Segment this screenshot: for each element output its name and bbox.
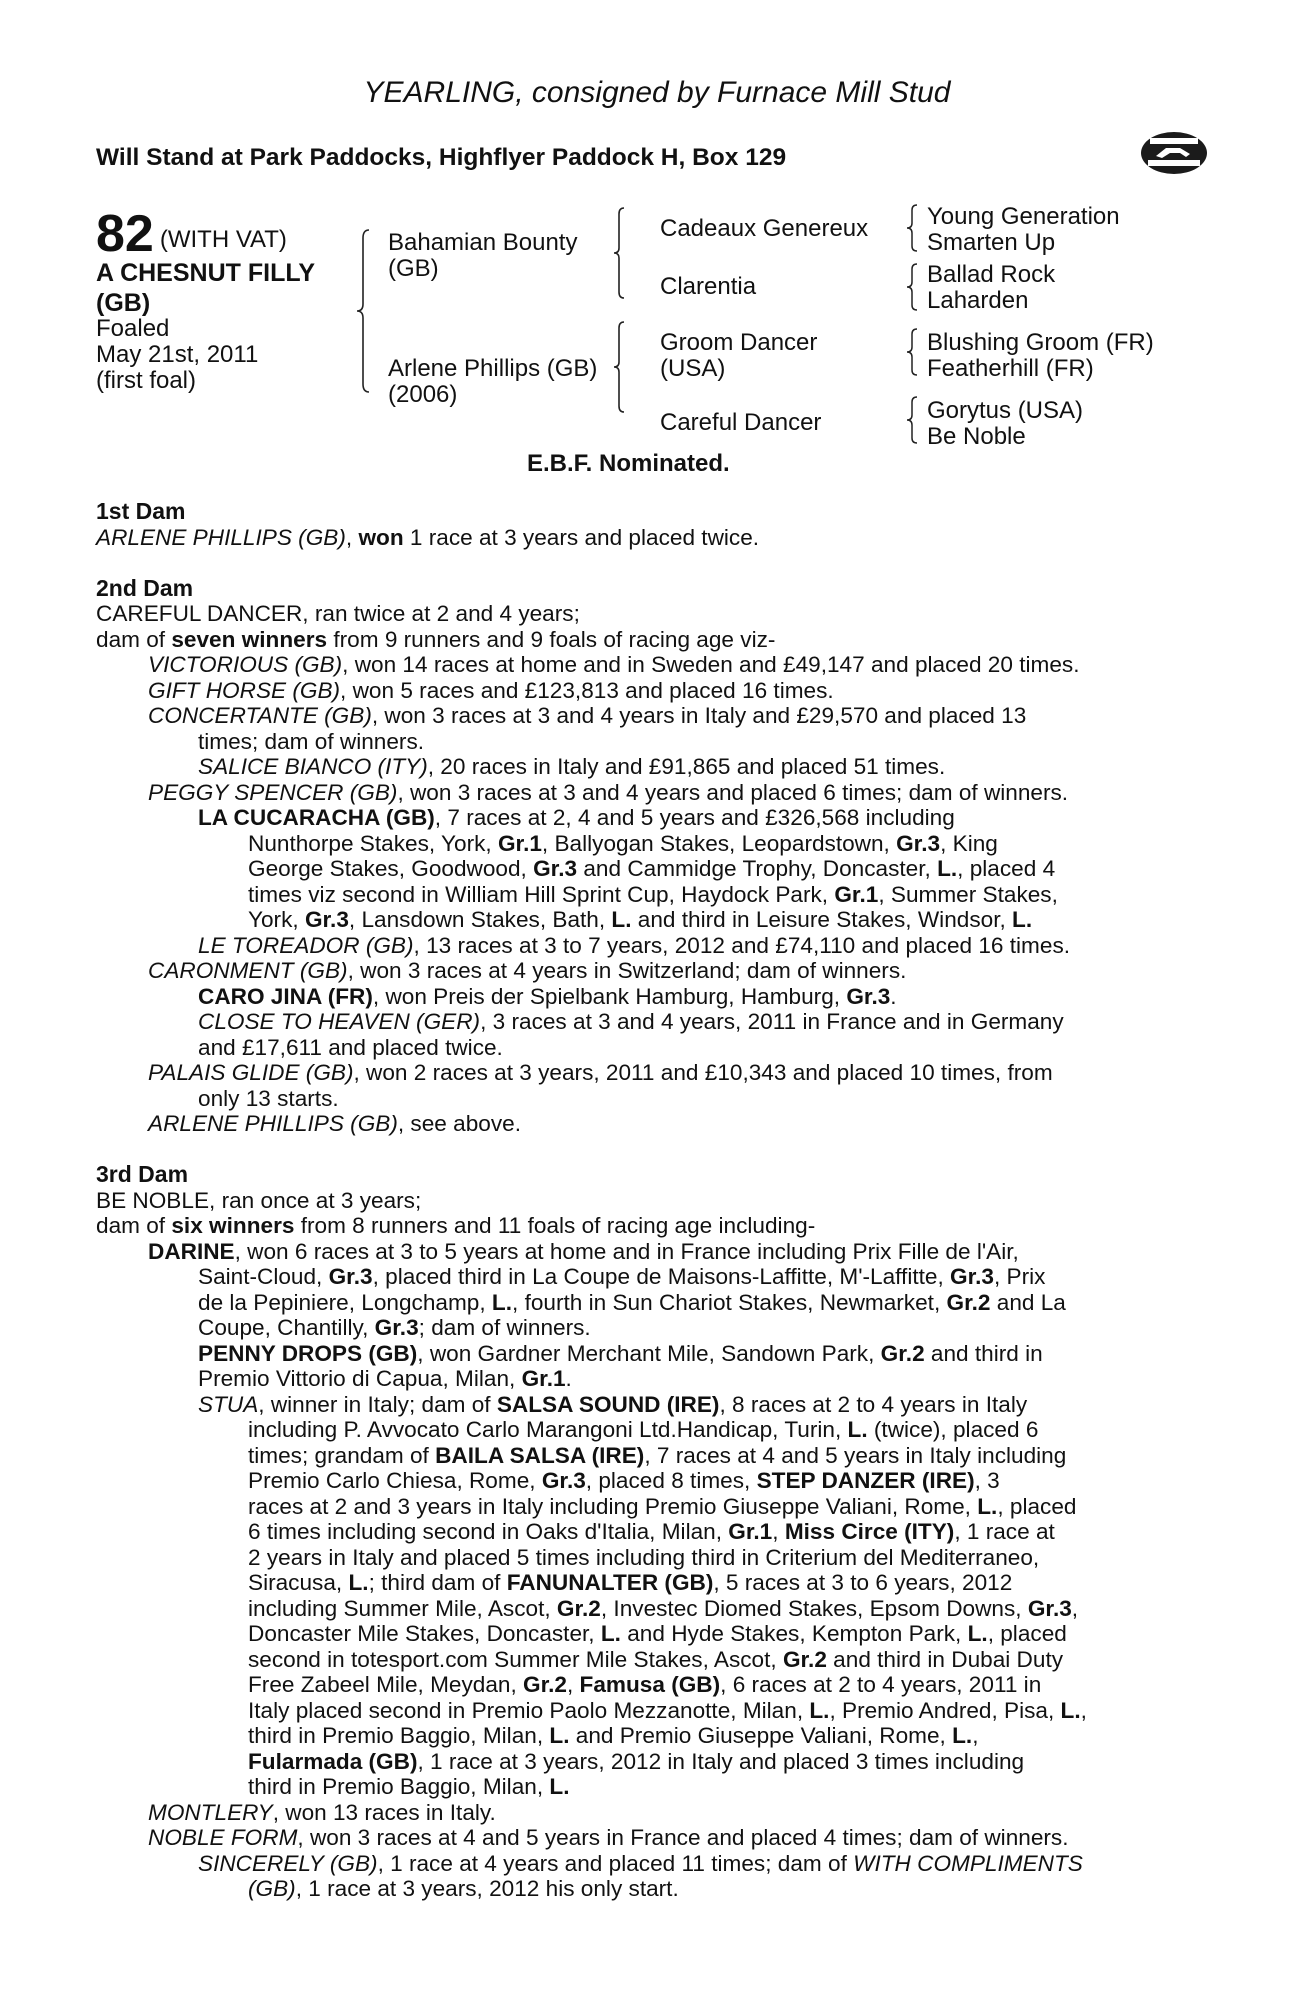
dam-line: 2 years in Italy and placed 5 times including third in Criterium del Mediterraneo, bbox=[248, 1544, 1040, 1570]
ancestor-sdd: Laharden bbox=[927, 287, 1029, 314]
dam-line: BE NOBLE, ran once at 3 years; bbox=[96, 1187, 422, 1213]
dam-line: STUA, winner in Italy; dam of SALSA SOUND (IRE), 8 races at 2 to 4 years in Italy bbox=[198, 1391, 1028, 1417]
dam-line: ARLENE PHILLIPS (GB), won 1 race at 3 years and placed twice. bbox=[96, 524, 760, 550]
dam-line: York, Gr.3, Lansdown Stakes, Bath, L. and third in Leisure Stakes, Windsor, L. bbox=[248, 907, 1033, 932]
pedigree-brace-1 bbox=[906, 203, 920, 253]
ancestor-sss: Young Generation bbox=[927, 203, 1120, 230]
dam-line: PEGGY SPENCER (GB), won 3 races at 3 and 4 years and placed 6 times; dam of winners. bbox=[148, 779, 1069, 805]
dam-line: Coupe, Chantilly, Gr.3; dam of winners. bbox=[198, 1315, 591, 1340]
third-dam-lines bbox=[96, 1188, 1206, 1902]
dam-line: SALICE BIANCO (ITY), 20 races in Italy and £91,865 and placed 51 times. bbox=[198, 754, 946, 779]
third-dam-heading: 3rd Dam bbox=[96, 1161, 189, 1187]
dam-line: including Summer Mile, Ascot, Gr.2, Investec Diomed Stakes, Epsom Downs, Gr.3, bbox=[248, 1595, 1079, 1621]
dam-line: George Stakes, Goodwood, Gr.3 and Cammidge Trophy, Doncaster, L., placed 4 bbox=[248, 856, 1056, 881]
sire-name: Bahamian Bounty bbox=[388, 229, 578, 256]
second-dam-heading: 2nd Dam bbox=[96, 574, 194, 601]
dam-line: including P. Avvocato Carlo Marangoni Ltd.Handicap, Turin, L. (twice), placed 6 bbox=[248, 1417, 1039, 1442]
dam-line: CARO JINA (FR), won Preis der Spielbank Hamburg, Hamburg, Gr.3. bbox=[198, 983, 897, 1009]
first-dam-lines bbox=[96, 525, 1206, 551]
dam-line: NOBLE FORM, won 3 races at 4 and 5 years in France and placed 4 times; dam of winners. bbox=[148, 1825, 1069, 1850]
second-dam-lines bbox=[96, 601, 1206, 1137]
dam-dam: Careful Dancer bbox=[660, 409, 822, 436]
dam-records bbox=[96, 499, 1206, 1902]
dam-line: times; grandam of BAILA SALSA (IRE), 7 races at 4 and 5 years in Italy including bbox=[248, 1442, 1067, 1468]
dam-line: SINCERELY (GB), 1 race at 4 years and placed 11 times; dam of WITH COMPLIMENTS bbox=[198, 1850, 1083, 1876]
dam-sire bbox=[660, 330, 817, 382]
dam-line: third in Premio Baggio, Milan, L. and Premio Giuseppe Valiani, Rome, L., bbox=[248, 1723, 979, 1748]
lot-number: 82 bbox=[96, 205, 154, 263]
pedigree-brace-3 bbox=[906, 327, 920, 377]
yearling-bonus-logo bbox=[1140, 130, 1208, 176]
dam-line: races at 2 and 3 years in Italy including Premio Giuseppe Valiani, Rome, L., placed bbox=[248, 1493, 1077, 1519]
foal-order: (first foal) bbox=[96, 367, 197, 394]
dam-line: VICTORIOUS (GB), won 14 races at home and in Sweden and £49,147 and placed 20 times. bbox=[148, 652, 1080, 677]
dam bbox=[388, 356, 597, 408]
dam-line: Free Zabeel Mile, Meydan, Gr.2, Famusa (GB), 6 races at 2 to 4 years, 2011 in bbox=[248, 1672, 1042, 1697]
dam-line: Saint-Cloud, Gr.3, placed third in La Coupe de Maisons-Laffitte, M'-Laffitte, Gr.3, Prix bbox=[198, 1264, 1046, 1289]
foaled-date: May 21st, 2011 bbox=[96, 341, 259, 368]
dam-line: and £17,611 and placed twice. bbox=[198, 1034, 503, 1060]
sire-dam: Clarentia bbox=[660, 273, 757, 300]
dam-line: times viz second in William Hill Sprint Cup, Haydock Park, Gr.1, Summer Stakes, bbox=[248, 881, 1058, 907]
dam-line: dam of six winners from 8 runners and 11 foals of racing age including- bbox=[96, 1213, 816, 1238]
ancestor-ddd: Be Noble bbox=[927, 423, 1026, 450]
dam-line: second in totesport.com Summer Mile Stakes, Ascot, Gr.2 and third in Dubai Duty bbox=[248, 1646, 1064, 1672]
lot-number-line bbox=[96, 204, 287, 264]
dam-line: ARLENE PHILLIPS (GB), see above. bbox=[148, 1111, 521, 1136]
lot-name bbox=[96, 258, 315, 318]
dam-line: third in Premio Baggio, Milan, L. bbox=[248, 1774, 570, 1799]
foaled-label: Foaled bbox=[96, 315, 170, 342]
dam-line: GIFT HORSE (GB), won 5 races and £123,813 and placed 16 times. bbox=[148, 677, 834, 703]
dam-line: PALAIS GLIDE (GB), won 2 races at 3 years, 2011 and £10,343 and placed 10 times, from bbox=[148, 1060, 1053, 1085]
ancestor-dss: Blushing Groom (FR) bbox=[927, 329, 1154, 356]
dam-line: PENNY DROPS (GB), won Gardner Merchant Mile, Sandown Park, Gr.2 and third in bbox=[198, 1340, 1043, 1366]
dam-line: Siracusa, L.; third dam of FANUNALTER (GB), 5 races at 3 to 6 years, 2012 bbox=[248, 1570, 1013, 1595]
dam-line: MONTLERY, won 13 races in Italy. bbox=[148, 1799, 496, 1825]
vat-note: (WITH VAT) bbox=[159, 226, 287, 253]
dam-line: CAREFUL DANCER, ran twice at 2 and 4 years; bbox=[96, 601, 580, 626]
ancestor-ssd: Smarten Up bbox=[927, 229, 1056, 256]
sire bbox=[388, 230, 577, 282]
dam-line: LE TOREADOR (GB), 13 races at 3 to 7 years, 2012 and £74,110 and placed 16 times. bbox=[198, 932, 1071, 958]
foaled-info bbox=[96, 316, 258, 394]
dam-year: (2006) bbox=[388, 381, 458, 408]
dam-name: Arlene Phillips (GB) bbox=[388, 355, 598, 382]
dam-line: CLOSE TO HEAVEN (GER), 3 races at 3 and 4 years, 2011 in France and in Germany bbox=[198, 1009, 1064, 1034]
ancestor-dds: Gorytus (USA) bbox=[927, 397, 1084, 424]
pedigree-brace-2 bbox=[906, 262, 920, 312]
dam-line: times; dam of winners. bbox=[198, 728, 425, 754]
lot-name-line2: (GB) bbox=[96, 289, 151, 317]
catalogue-title: YEARLING, consigned by Furnace Mill Stud bbox=[363, 76, 951, 109]
dam-line: only 13 starts. bbox=[198, 1085, 339, 1111]
dam-line: dam of seven winners from 9 runners and 9 foals of racing age viz- bbox=[96, 626, 776, 652]
sire-sire: Cadeaux Genereux bbox=[660, 215, 869, 242]
dam-line: Premio Carlo Chiesa, Rome, Gr.3, placed 8 times, STEP DANZER (IRE), 3 bbox=[248, 1468, 1000, 1493]
dam-sire-name: Groom Dancer bbox=[660, 329, 818, 356]
dam-line: Nunthorpe Stakes, York, Gr.1, Ballyogan Stakes, Leopardstown, Gr.3, King bbox=[248, 830, 998, 856]
dam-line: LA CUCARACHA (GB), 7 races at 2, 4 and 5 years and £326,568 including bbox=[198, 805, 955, 830]
pedigree-brace-dam bbox=[612, 320, 628, 414]
lot-name-line1: A CHESNUT FILLY bbox=[96, 259, 315, 287]
dam-line: de la Pepiniere, Longchamp, L., fourth in Sun Chariot Stakes, Newmarket, Gr.2 and La bbox=[198, 1289, 1066, 1315]
dam-line: 6 times including second in Oaks d'Italia, Milan, Gr.1, Miss Circe (ITY), 1 race at bbox=[248, 1519, 1055, 1544]
dam-line: Premio Vittorio di Capua, Milan, Gr.1. bbox=[198, 1366, 572, 1391]
pedigree-brace-main bbox=[355, 228, 375, 394]
ebf-nomination: E.B.F. Nominated. bbox=[527, 450, 730, 477]
dam-line: CONCERTANTE (GB), won 3 races at 3 and 4 years in Italy and £29,570 and placed 13 bbox=[148, 703, 1027, 728]
pedigree-brace-4 bbox=[906, 395, 920, 445]
dam-line: DARINE, won 6 races at 3 to 5 years at home and in France including Prix Fille de l'Air, bbox=[148, 1238, 1019, 1264]
dam-sire-origin: (USA) bbox=[660, 355, 726, 382]
dam-line: CARONMENT (GB), won 3 races at 4 years in Switzerland; dam of winners. bbox=[148, 958, 907, 983]
dam-line: Italy placed second in Premio Paolo Mezzanotte, Milan, L., Premio Andred, Pisa, L., bbox=[248, 1697, 1087, 1723]
sire-origin: (GB) bbox=[388, 255, 439, 282]
ancestor-sds: Ballad Rock bbox=[927, 261, 1056, 288]
pedigree-brace-sire bbox=[612, 206, 628, 300]
dam-line: Fularmada (GB), 1 race at 3 years, 2012 in Italy and placed 3 times including bbox=[248, 1748, 1025, 1774]
first-dam-heading: 1st Dam bbox=[96, 498, 186, 524]
stand-location: Will Stand at Park Paddocks, Highflyer Paddock H, Box 129 bbox=[96, 144, 787, 171]
dam-line: Doncaster Mile Stakes, Doncaster, L. and Hyde Stakes, Kempton Park, L., placed bbox=[248, 1621, 1067, 1646]
ancestor-dsd: Featherhill (FR) bbox=[927, 355, 1094, 382]
dam-line: (GB), 1 race at 3 years, 2012 his only start. bbox=[248, 1876, 679, 1901]
